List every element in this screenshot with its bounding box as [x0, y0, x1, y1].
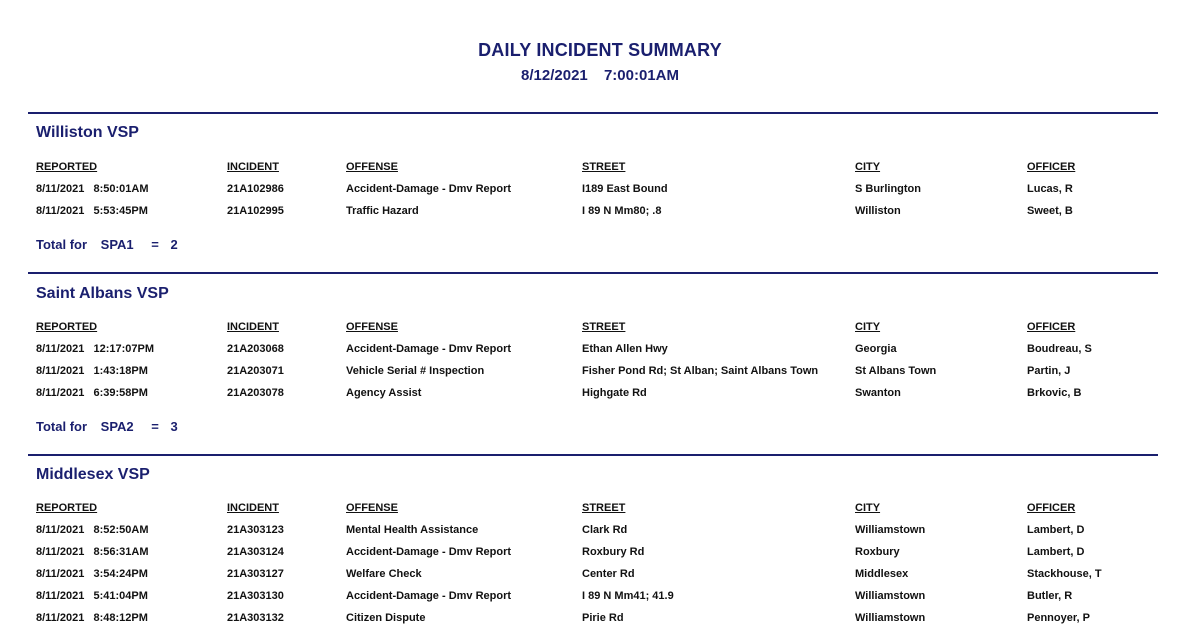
header-city: CITY [855, 502, 881, 514]
cell-incident: 21A303130 [227, 590, 284, 602]
cell-reported: 8/11/2021 8:56:31AM [36, 546, 149, 558]
total-equals: = [151, 237, 159, 252]
section-title-williston: Williston VSP [36, 124, 139, 141]
header-officer: OFFICER [1027, 502, 1076, 514]
header-street: STREET [582, 502, 626, 514]
cell-city: S Burlington [855, 183, 921, 195]
cell-reported: 8/11/2021 5:41:04PM [36, 590, 148, 602]
header-incident: INCIDENT [227, 502, 279, 514]
cell-street: Ethan Allen Hwy [582, 343, 668, 355]
cell-incident: 21A303124 [227, 546, 284, 558]
section-title-middlesex: Middlesex VSP [36, 466, 150, 483]
cell-city: Middlesex [855, 568, 909, 580]
cell-offense: Accident-Damage - Dmv Report [346, 546, 512, 558]
cell-street: I 89 N Mm41; 41.9 [582, 590, 674, 602]
cell-reported: 8/11/2021 8:52:50AM [36, 524, 149, 536]
total-code: SPA2 [100, 419, 134, 434]
header-reported: REPORTED [36, 502, 98, 514]
cell-reported: 8/11/2021 3:54:24PM [36, 568, 148, 580]
cell-city: St Albans Town [855, 365, 937, 377]
cell-street: Highgate Rd [582, 387, 647, 399]
cell-city: Williamstown [855, 590, 926, 602]
cell-offense: Traffic Hazard [346, 205, 419, 217]
cell-street: Roxbury Rd [582, 546, 645, 558]
total-code: SPA1 [100, 237, 134, 252]
cell-officer: Lambert, D [1027, 524, 1085, 536]
report-title: DAILY INCIDENT SUMMARY [478, 40, 722, 60]
cell-street: Center Rd [582, 568, 635, 580]
header-incident: INCIDENT [227, 161, 279, 173]
cell-officer: Butler, R [1027, 590, 1073, 602]
header-officer: OFFICER [1027, 161, 1076, 173]
cell-incident: 21A203078 [227, 387, 284, 399]
report-datetime [0, 67, 1200, 84]
cell-street: I189 East Bound [582, 183, 668, 195]
report-time: 7:00:01AM [603, 67, 679, 84]
cell-officer: Stackhouse, T [1027, 568, 1102, 580]
cell-officer: Lucas, R [1027, 183, 1073, 195]
cell-offense: Citizen Dispute [346, 612, 426, 624]
cell-incident: 21A203068 [227, 343, 284, 355]
cell-reported: 8/11/2021 12:17:07PM [36, 343, 155, 355]
cell-officer: Brkovic, B [1027, 387, 1082, 399]
total-count: 3 [170, 419, 178, 434]
cell-offense: Vehicle Serial # Inspection [346, 365, 485, 377]
cell-street: I 89 N Mm80; .8 [582, 205, 662, 217]
cell-officer: Lambert, D [1027, 546, 1085, 558]
cell-offense: Mental Health Assistance [346, 524, 479, 536]
cell-street: Fisher Pond Rd; St Alban; Saint Albans Town [582, 365, 819, 377]
header-incident: INCIDENT [227, 321, 279, 333]
cell-officer: Partin, J [1027, 365, 1071, 377]
cell-reported: 8/11/2021 6:39:58PM [36, 387, 148, 399]
cell-city: Williamstown [855, 612, 926, 624]
cell-city: Williston [855, 205, 901, 217]
section-divider [28, 272, 1158, 274]
cell-incident: 21A303132 [227, 612, 284, 624]
cell-reported: 8/11/2021 8:50:01AM [36, 183, 149, 195]
cell-offense: Accident-Damage - Dmv Report [346, 183, 512, 195]
cell-incident: 21A303127 [227, 568, 284, 580]
header-street: STREET [582, 321, 626, 333]
cell-street: Clark Rd [582, 524, 628, 536]
header-offense: OFFENSE [346, 502, 398, 514]
total-equals: = [151, 419, 159, 434]
cell-officer: Pennoyer, P [1027, 612, 1090, 624]
header-offense: OFFENSE [346, 161, 398, 173]
total-label: Total for [36, 419, 88, 434]
section-divider [28, 112, 1158, 114]
cell-incident: 21A102986 [227, 183, 284, 195]
cell-offense: Agency Assist [346, 387, 422, 399]
cell-reported: 8/11/2021 8:48:12PM [36, 612, 148, 624]
section-total [36, 237, 186, 252]
cell-street: Pirie Rd [582, 612, 624, 624]
cell-officer: Sweet, B [1027, 205, 1073, 217]
cell-incident: 21A303123 [227, 524, 284, 536]
header-city: CITY [855, 321, 881, 333]
cell-reported: 8/11/2021 1:43:18PM [36, 365, 148, 377]
header-reported: REPORTED [36, 161, 98, 173]
cell-incident: 21A203071 [227, 365, 284, 377]
cell-officer: Boudreau, S [1027, 343, 1092, 355]
cell-offense: Accident-Damage - Dmv Report [346, 343, 512, 355]
total-label: Total for [36, 237, 88, 252]
cell-city: Roxbury [855, 546, 900, 558]
cell-offense: Welfare Check [346, 568, 422, 580]
cell-incident: 21A102995 [227, 205, 284, 217]
cell-offense: Accident-Damage - Dmv Report [346, 590, 512, 602]
cell-city: Swanton [855, 387, 901, 399]
section-total [36, 419, 186, 434]
header-street: STREET [582, 161, 626, 173]
header-reported: REPORTED [36, 321, 98, 333]
cell-reported: 8/11/2021 5:53:45PM [36, 205, 148, 217]
total-count: 2 [170, 237, 178, 252]
report-date: 8/12/2021 [521, 67, 588, 84]
header-city: CITY [855, 161, 881, 173]
header-officer: OFFICER [1027, 321, 1076, 333]
header-offense: OFFENSE [346, 321, 398, 333]
section-title-saint-albans: Saint Albans VSP [36, 285, 169, 302]
cell-city: Williamstown [855, 524, 926, 536]
cell-city: Georgia [855, 343, 897, 355]
section-divider [28, 454, 1158, 456]
